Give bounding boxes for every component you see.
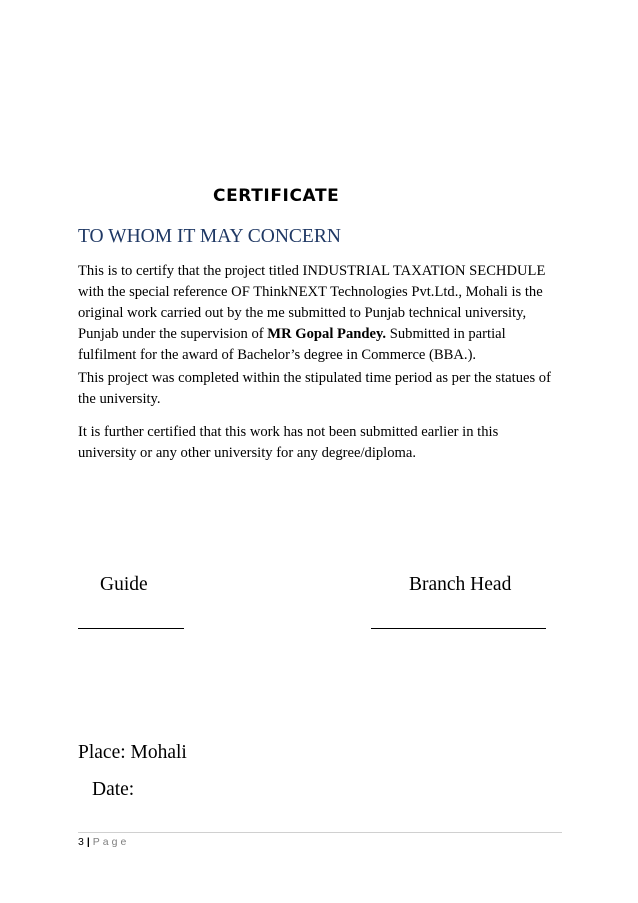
- paragraph-text-continued: Submitted in partial fulfilment for the award of Bachelor’s degree in Commerce (BBA.).: [78, 326, 506, 363]
- footer-separator: |: [86, 836, 90, 848]
- branch-head-signature-line: [371, 628, 546, 629]
- page-label: Page: [92, 836, 130, 848]
- branch-head-label: Branch Head: [409, 574, 512, 595]
- certificate-title: CERTIFICATE: [213, 186, 340, 206]
- place-field: Place: Mohali: [78, 742, 187, 763]
- guide-signature-line: [78, 628, 184, 629]
- salutation: TO WHOM IT MAY CONCERN: [78, 226, 341, 247]
- certification-paragraph: [78, 261, 558, 366]
- paragraph-text: This is to certify that the project titled INDUSTRIAL TAXATION SECHDULE with the special reference OF ThinkNEXT Technologies Pvt.Ltd., Mohali is the original work carried out by the me submitted to Punjab technical university, Punjab under the supervision of: [78, 263, 546, 342]
- completion-paragraph: This project was completed within the stipulated time period as per the statues of the university.: [78, 370, 551, 407]
- page-footer: [78, 836, 129, 848]
- guide-label: Guide: [100, 574, 148, 595]
- originality-paragraph: It is further certified that this work has not been submitted earlier in this university or any other university for any degree/diploma.: [78, 424, 499, 461]
- supervisor-name: MR Gopal Pandey.: [267, 326, 387, 342]
- date-field: Date:: [92, 779, 135, 800]
- page-number: 3: [78, 836, 84, 848]
- footer-divider: [78, 832, 562, 833]
